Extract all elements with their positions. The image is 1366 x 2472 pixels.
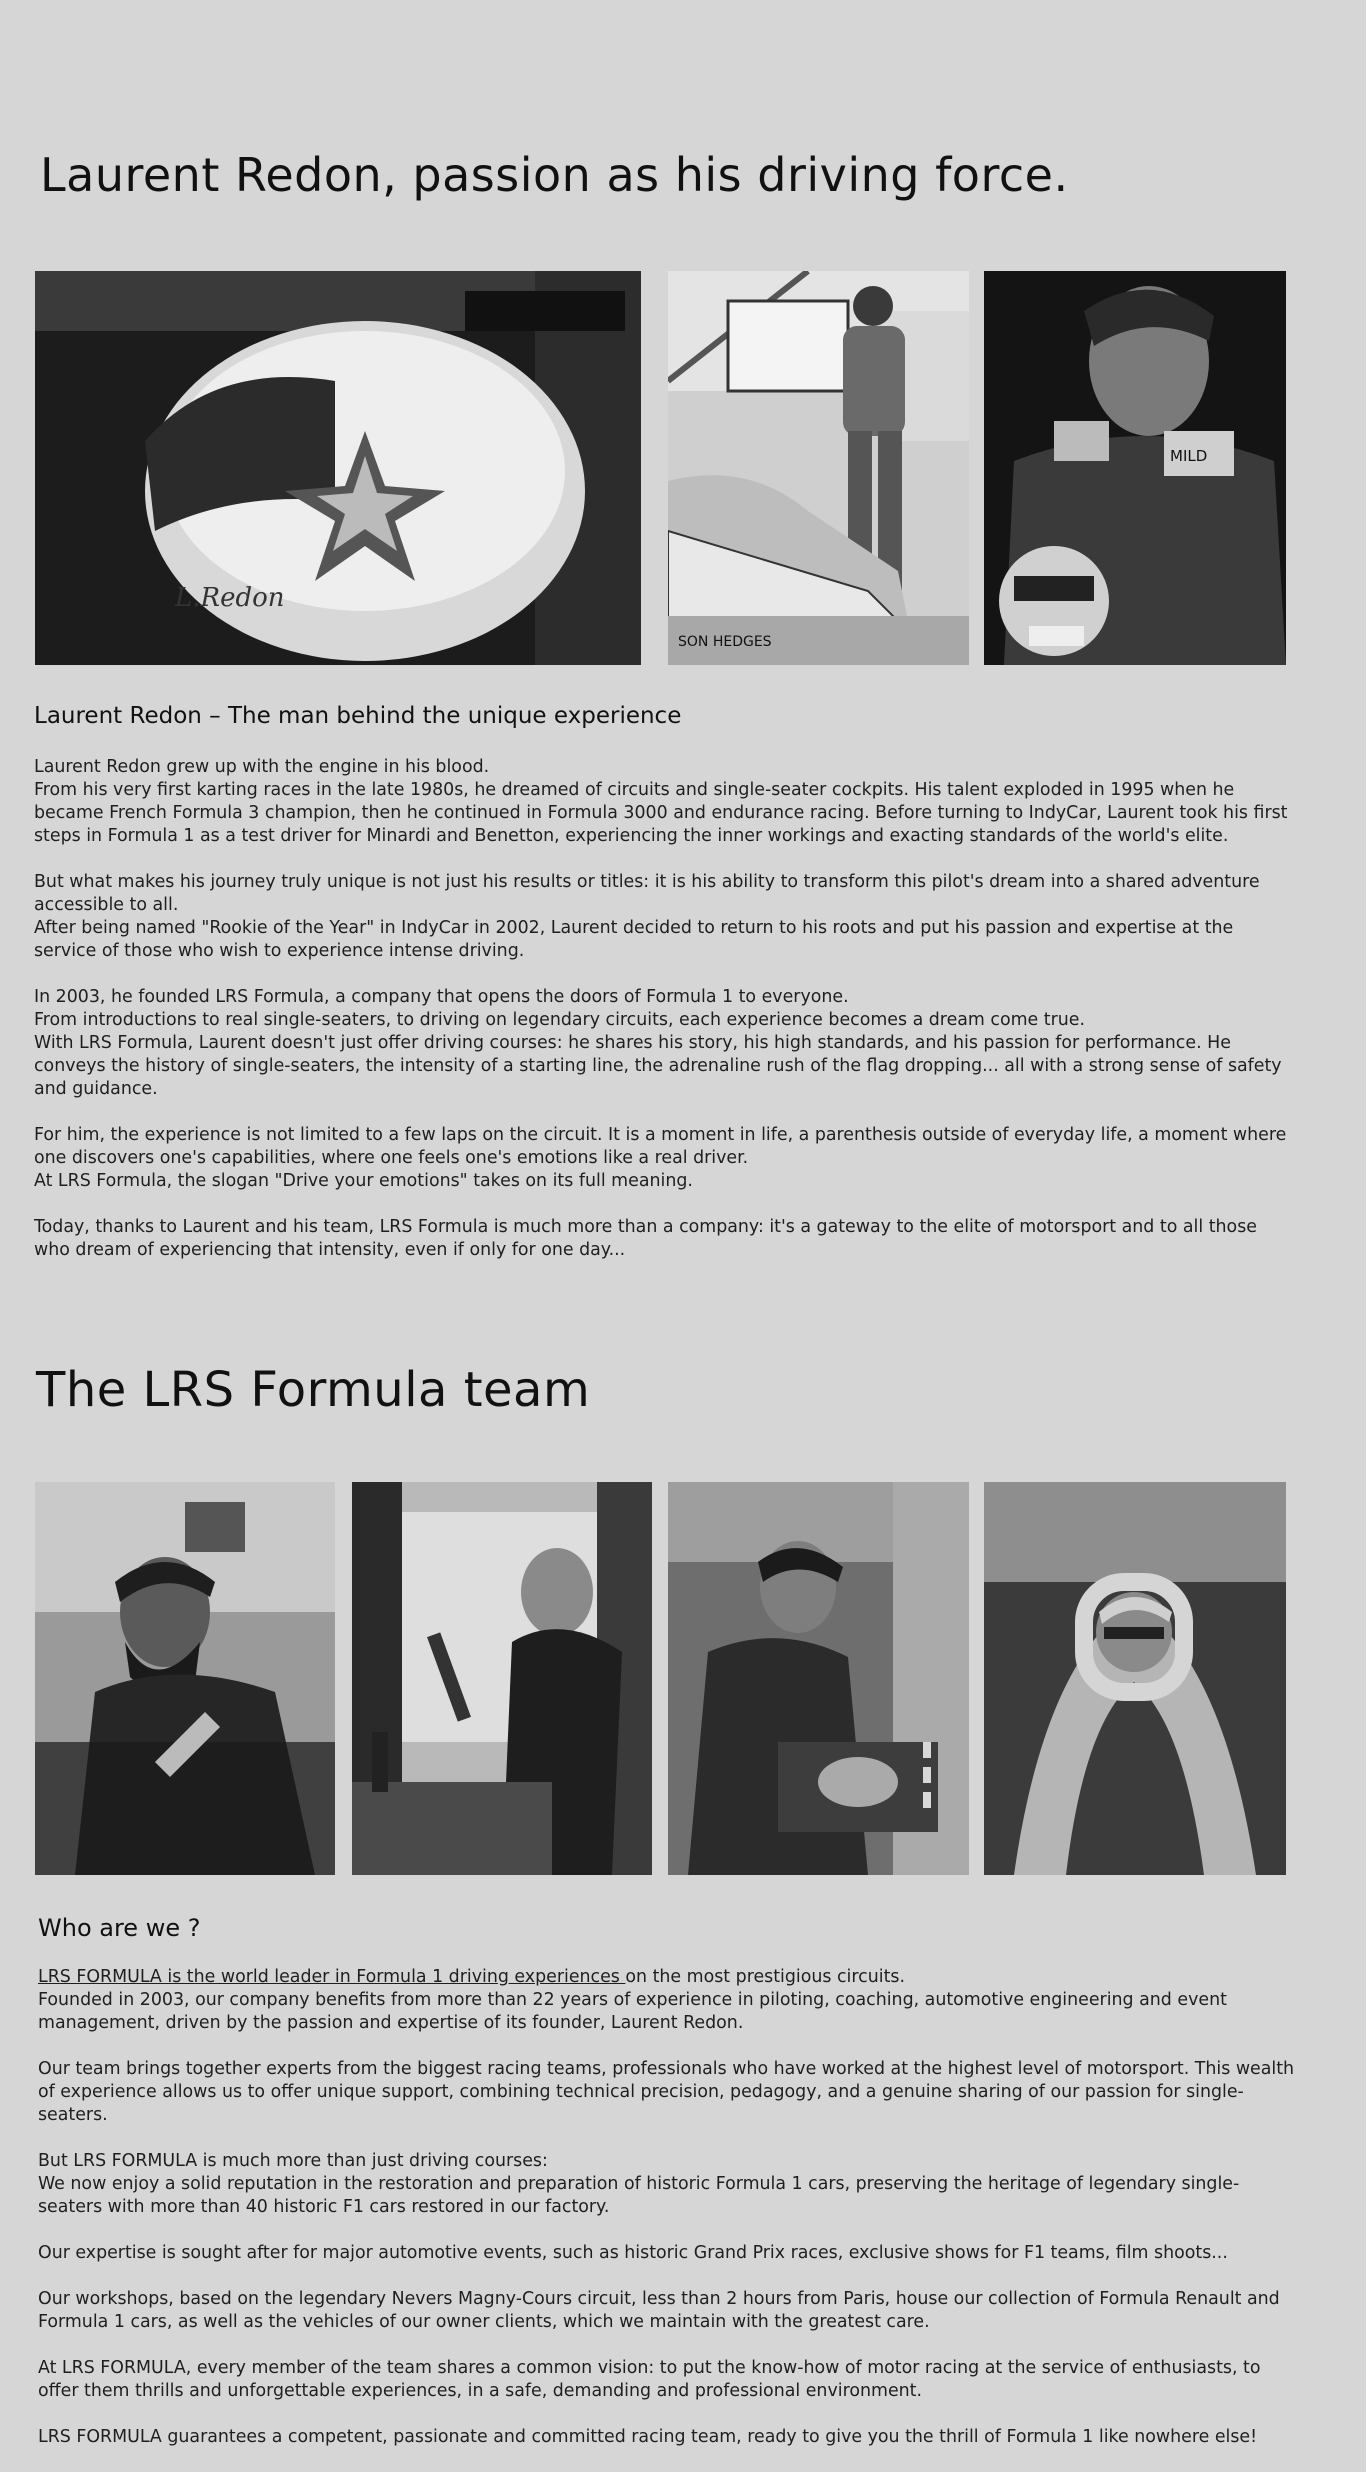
- company-line: Our expertise is sought after for major automotive events, such as historic Grand Prix races, exclusive shows for F1 teams, film shoots...: [38, 2243, 1228, 2263]
- world-leader-link[interactable]: LRS FORMULA is the world leader in Formula 1 driving experiences: [38, 1967, 626, 1987]
- founder-line: With LRS Formula, Laurent doesn't just offer driving courses: he shares his story, his high standards, and his passion for performance. He conveys the history of single-seaters, the intensity of a starting line, the adrenaline rush of the flag dropping... all with a strong sense of safety and guidance.: [34, 1033, 1282, 1099]
- founder-line: From introductions to real single-seaters, to driving on legendary circuits, each experience becomes a dream come true.: [34, 1010, 1085, 1030]
- company-paragraph: [38, 2288, 1300, 2334]
- svg-text:SON HEDGES: SON HEDGES: [678, 634, 772, 650]
- mechanic-icon: [668, 1482, 969, 1875]
- mechanic-icon: [35, 1482, 335, 1875]
- svg-text:MILD: MILD: [1170, 447, 1208, 465]
- company-line: But LRS FORMULA is much more than just driving courses:: [38, 2151, 548, 2171]
- founder-line: Laurent Redon grew up with the engine in his blood.: [34, 757, 490, 777]
- section-subtitle-who: Who are we ?: [38, 1914, 201, 1942]
- section-subtitle-founder: Laurent Redon – The man behind the unique experience: [34, 703, 682, 729]
- founder-paragraph: [34, 986, 1296, 1101]
- founder-paragraph: [34, 1124, 1296, 1193]
- portrait-icon: [668, 271, 969, 665]
- cockpit-icon: [984, 1482, 1286, 1875]
- company-paragraph: [38, 2242, 1300, 2265]
- founder-line: For him, the experience is not limited to a few laps on the circuit. It is a moment in life, a parenthesis outside of everyday life, a moment where one discovers one's capabilities, where one feels one's emotions like a real driver.: [34, 1125, 1287, 1168]
- helmet-icon: [35, 271, 641, 665]
- team-photo-4: [984, 1482, 1286, 1875]
- founder-line: After being named "Rookie of the Year" in IndyCar in 2002, Laurent decided to return to his roots and put his passion and expertise at the service of those who wish to experience intense driving.: [34, 918, 1234, 961]
- company-paragraph: [38, 2058, 1300, 2127]
- team-title: The LRS Formula team: [36, 1362, 591, 1418]
- founder-paragraph: [34, 1216, 1296, 1262]
- company-text: [38, 1966, 1300, 2472]
- team-photo-2: [352, 1482, 652, 1875]
- intro-rest: on the most prestigious circuits.: [625, 1967, 905, 1987]
- company-line: We now enjoy a solid reputation in the restoration and preparation of historic Formula 1 cars, preserving the heritage of legendary single-seaters with more than 40 historic F1 cars restored in our factory.: [38, 2174, 1240, 2217]
- founder-line: In 2003, he founded LRS Formula, a company that opens the doors of Formula 1 to everyone.: [34, 987, 849, 1007]
- founder-text: [34, 756, 1296, 1285]
- svg-text:L.Redon: L.Redon: [175, 583, 285, 613]
- company-line: At LRS FORMULA, every member of the team shares a common vision: to put the know-how of motor racing at the service of enthusiasts, to offer them thrills and unforgettable experiences, in a safe, demanding and professional environment.: [38, 2358, 1261, 2401]
- founder-paragraph: [34, 871, 1296, 963]
- founder-line: At LRS Formula, the slogan "Drive your emotions" takes on its full meaning.: [34, 1171, 693, 1191]
- founder-paragraph: [34, 756, 1296, 848]
- young-driver-photo: [984, 271, 1286, 665]
- founder-line: From his very first karting races in the late 1980s, he dreamed of circuits and single-seater cockpits. His talent exploded in 1995 when he became French Formula 3 champion, then he continued in Formula 3000 and endurance racing. Before turning to IndyCar, Laurent took his first steps in Formula 1 as a test driver for Minardi and Benetton, experiencing the inner workings and exacting standards of the world's elite.: [34, 780, 1288, 846]
- helmet-photo: [35, 271, 641, 665]
- company-line: LRS FORMULA guarantees a competent, passionate and committed racing team, ready to give you the thrill of Formula 1 like nowhere else!: [38, 2427, 1258, 2447]
- company-paragraph: [38, 2426, 1300, 2449]
- team-photo-3: [668, 1482, 969, 1875]
- intro-second: Founded in 2003, our company benefits from more than 22 years of experience in piloting, coaching, automotive engineering and event management, driven by the passion and expertise of its founder, Laurent Redon.: [38, 1990, 1227, 2033]
- company-line: Our team brings together experts from the biggest racing teams, professionals who have worked at the highest level of motorsport. This wealth of experience allows us to offer unique support, combining technical precision, pedagogy, and a genuine sharing of our passion for single-seaters.: [38, 2059, 1295, 2125]
- founder-line: Today, thanks to Laurent and his team, LRS Formula is much more than a company: it's a gateway to the elite of motorsport and to all those who dream of experiencing that intensity, even if only for one day...: [34, 1217, 1257, 1260]
- portrait-icon: [984, 271, 1286, 665]
- founder-line: But what makes his journey truly unique is not just his results or titles: it is his ability to transform this pilot's dream into a shared adventure accessible to all.: [34, 872, 1260, 915]
- mechanic-icon: [352, 1482, 652, 1875]
- company-paragraph: [38, 2150, 1300, 2219]
- portrait-car-photo: [668, 271, 969, 665]
- company-line: Our workshops, based on the legendary Nevers Magny-Cours circuit, less than 2 hours from Paris, house our collection of Formula Renault and Formula 1 cars, as well as the vehicles of our owner clients, which we maintain with the greatest care.: [38, 2289, 1280, 2332]
- page-title: Laurent Redon, passion as his driving force.: [40, 148, 1069, 202]
- team-photo-1: [35, 1482, 335, 1875]
- company-paragraph: [38, 2357, 1300, 2403]
